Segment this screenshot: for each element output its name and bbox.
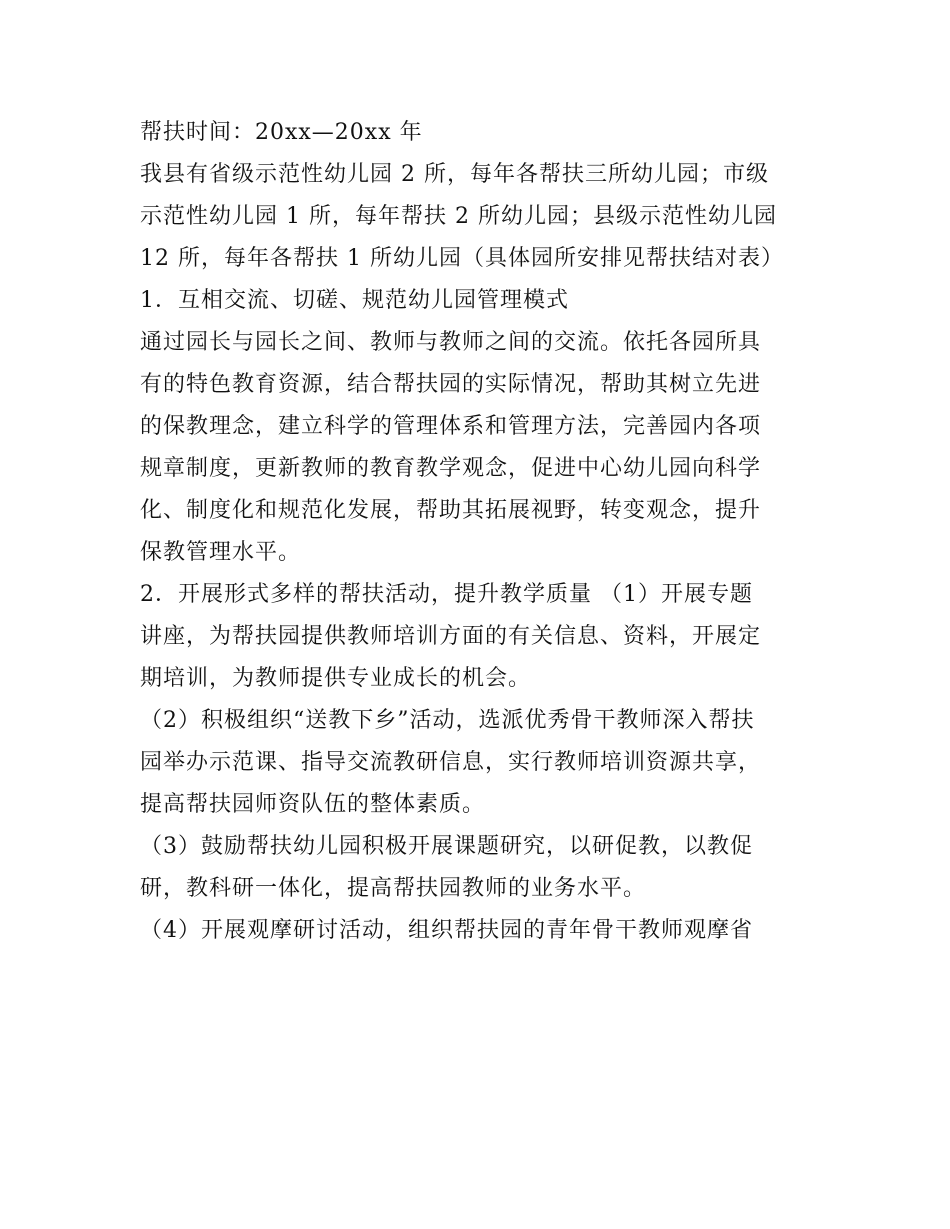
section-heading-2: 2．开展形式多样的帮扶活动，提升教学质量 （1）开展专题 <box>140 582 753 607</box>
paragraph-line: 通过园长与园长之间、教师与教师之间的交流。依托各园所具 <box>140 330 762 355</box>
list-item-4-line: （4）开展观摩研讨活动，组织帮扶园的青年骨干教师观摩省 <box>140 918 753 943</box>
paragraph-line: 有的特色教育资源，结合帮扶园的实际情况，帮助其树立先进 <box>140 372 762 397</box>
assistance-period-line: 帮扶时间：20xx—20xx 年 <box>140 120 423 145</box>
paragraph-line: 研，教科研一体化，提高帮扶园教师的业务水平。 <box>140 876 647 901</box>
document-body <box>140 112 820 952</box>
paragraph-line: 期培训，为教师提供专业成长的机会。 <box>140 666 532 691</box>
paragraph-line: 我县有省级示范性幼儿园 2 所，每年各帮扶三所幼儿园；市级 <box>140 162 769 187</box>
paragraph-line: 示范性幼儿园 1 所，每年帮扶 2 所幼儿园；县级示范性幼儿园 <box>140 204 777 229</box>
paragraph-line: 的保教理念，建立科学的管理体系和管理方法，完善园内各项 <box>140 414 762 439</box>
paragraph-line: 规章制度，更新教师的教育教学观念，促进中心幼儿园向科学 <box>140 456 762 481</box>
list-item-2-line: （2）积极组织“送教下乡”活动，选派优秀骨干教师深入帮扶 <box>140 708 755 733</box>
section-heading-1: 1．互相交流、切磋、规范幼儿园管理模式 <box>140 288 569 313</box>
list-item-3-line: （3）鼓励帮扶幼儿园积极开展课题研究，以研促教，以教促 <box>140 834 753 859</box>
paragraph-line: 园举办示范课、指导交流教研信息，实行教师培训资源共享， <box>140 750 762 775</box>
paragraph-line: 化、制度化和规范化发展，帮助其拓展视野，转变观念，提升 <box>140 498 762 523</box>
paragraph-line: 讲座，为帮扶园提供教师培训方面的有关信息、资料，开展定 <box>140 624 762 649</box>
paragraph-line: 提高帮扶园师资队伍的整体素质。 <box>140 792 486 817</box>
paragraph-line: 12 所，每年各帮扶 1 所幼儿园（具体园所安排见帮扶结对表） <box>140 246 784 271</box>
paragraph-line: 保教管理水平。 <box>140 540 302 565</box>
